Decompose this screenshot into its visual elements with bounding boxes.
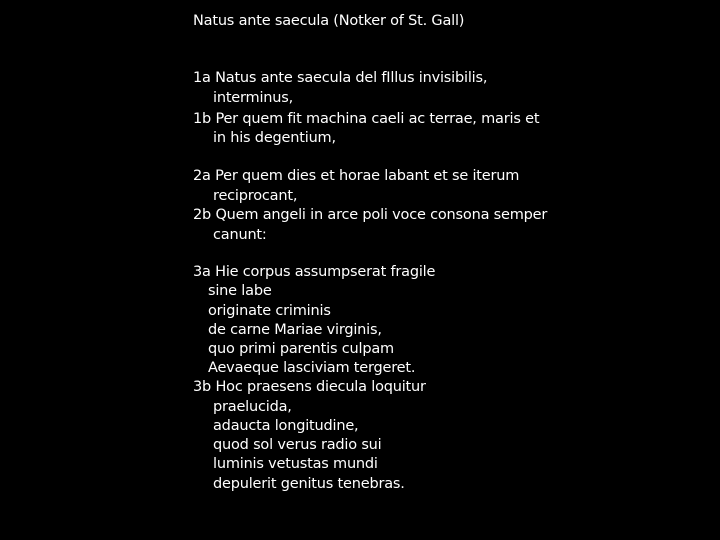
verse-3a-line: sine labe — [208, 283, 272, 299]
verse-3a-line: originate criminis — [208, 303, 331, 319]
verse-2a: 2a Per quem dies et horae labant et se iterum — [193, 168, 520, 184]
verse-3b-line: luminis vetustas mundi — [213, 456, 378, 472]
verse-1b-cont: in his degentium, — [213, 130, 336, 146]
verse-3b-line: quod sol verus radio sui — [213, 437, 382, 453]
verse-1b: 1b Per quem fit machina caeli ac terrae, maris et — [193, 111, 540, 127]
verse-3b-line: depulerit genitus tenebras. — [213, 476, 405, 492]
page-title: Natus ante saecula (Notker of St. Gall) — [193, 13, 465, 29]
verse-3b-line: praelucida, — [213, 399, 292, 415]
verse-2b: 2b Quem angeli in arce poli voce consona semper — [193, 207, 548, 223]
verse-1a: 1a Natus ante saecula del fIllus invisibilis, — [193, 70, 488, 86]
verse-2b-cont: canunt: — [213, 227, 267, 243]
verse-1a-cont: interminus, — [213, 90, 294, 106]
verse-3b: 3b Hoc praesens diecula loquitur — [193, 379, 426, 395]
verse-3a-line: de carne Mariae virginis, — [208, 322, 382, 338]
verse-3a: 3a Hie corpus assumpserat fragile — [193, 264, 436, 280]
verse-3a-line: Aevaeque lasciviam tergeret. — [208, 360, 416, 376]
verse-2a-cont: reciprocant, — [213, 188, 298, 204]
verse-3a-line: quo primi parentis culpam — [208, 341, 394, 357]
verse-3b-line: adaucta longitudine, — [213, 418, 359, 434]
